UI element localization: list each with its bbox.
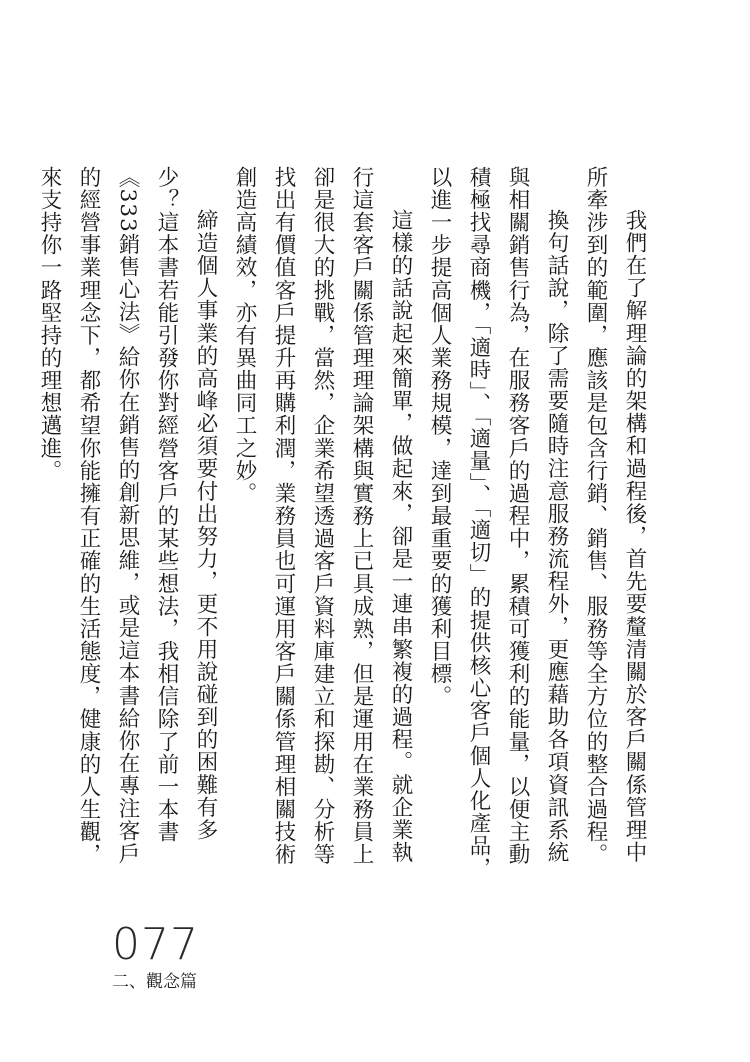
body-text <box>37 166 654 886</box>
paragraph-2: 換句話說，除了需要隨時注意服務流程外，更應藉助各項資訊系統與相關銷售行為，在服務客戶的過程中，累積可獲利的能量，以便主動積極找尋商機，「適時」、「適量」、「適切」的提供核心客戶個人化產品，以進一步提高個人業務規模，達到最重要的獲利目標。 <box>427 166 569 880</box>
page-number: 077 <box>112 919 199 970</box>
page-footer <box>112 919 199 993</box>
section-label: 二、觀念篇 <box>112 972 197 992</box>
paragraph-3: 這樣的話說起來簡單，做起來，卻是一連串繁複的過程。就企業執行這套客戶關係管理理論架構與實務上已具成熟，但是運用在業務員上卻是很大的挑戰，當然，企業希望透過客戶資料庫建立和探勘、分析等找出有價值客戶提升再購利潤，業務員也可運用客戶關係管理相關技術創造高績效，亦有異曲同工之妙。 <box>232 166 413 866</box>
paragraph-1: 我們在了解理論的架構和過程後，首先要釐清關於客戶關係管理中所牽涉到的範圍，應該是包含行銷、銷售、服務等全方位的整合過程。 <box>583 166 647 866</box>
paragraph-4: 締造個人事業的高峰必須要付出努力，更不用說碰到的困難有多少？這本書若能引發你對經營客戶的某些想法，我相信除了前一本書《333銷售心法》給你在銷售的創新思維，或是這本書給你在專注客戶的經營事業理念下，都希望你能擁有正確的生活態度，健康的人生觀，來支持你一路堅持的理想邁進。 <box>37 166 218 866</box>
